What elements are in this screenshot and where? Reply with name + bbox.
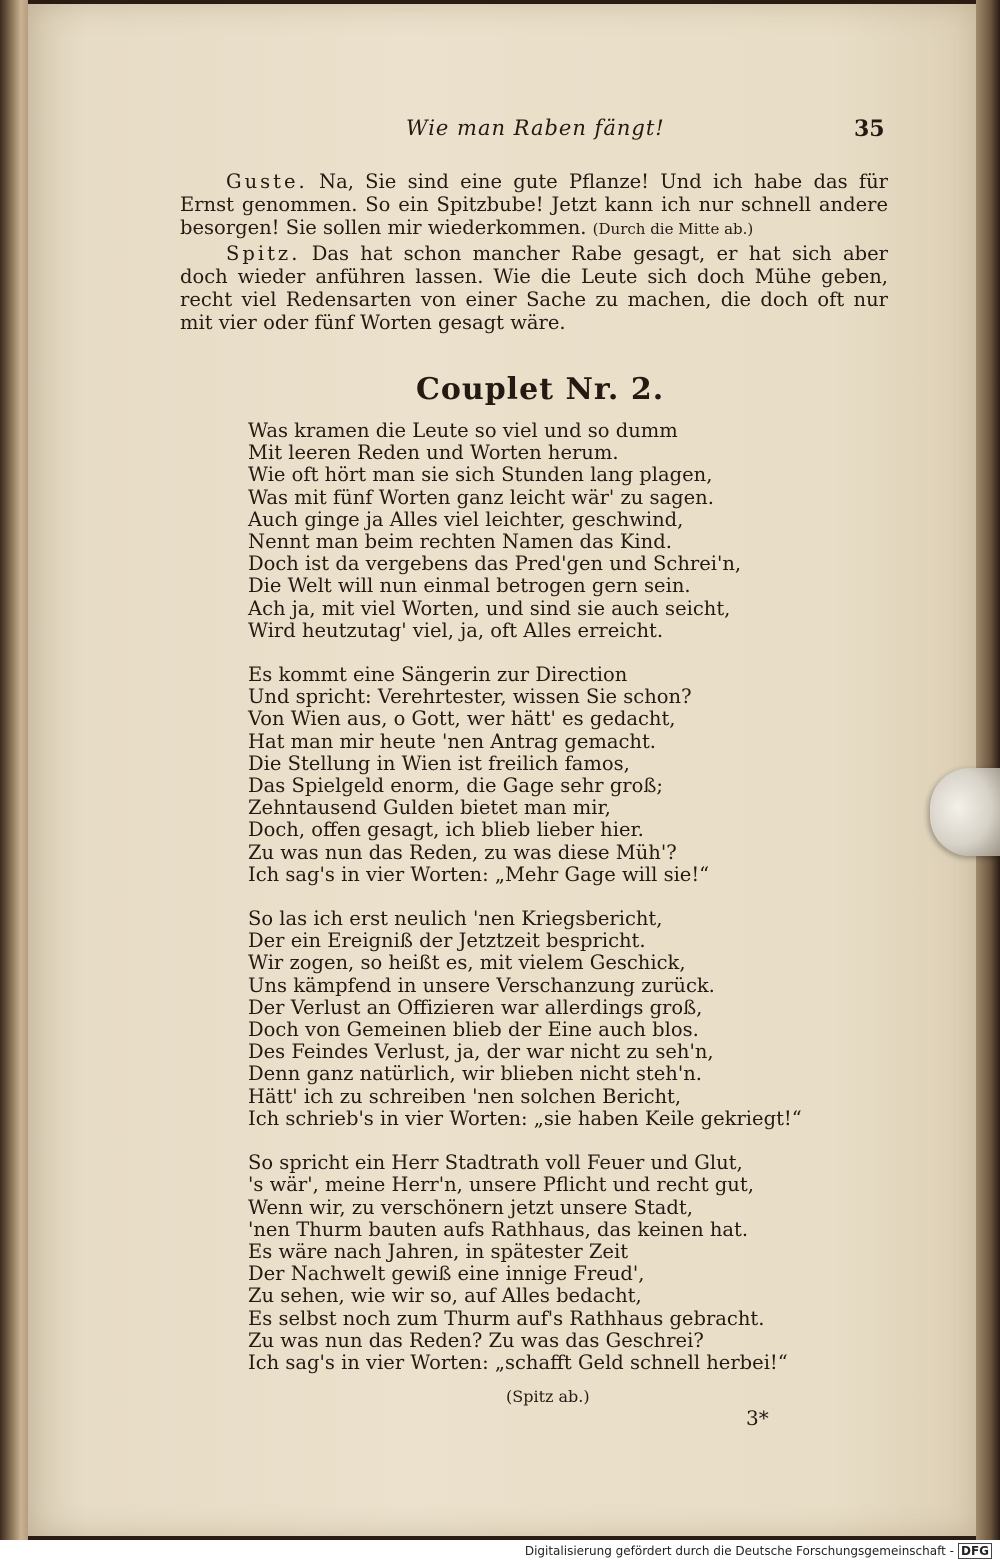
- verse-line: Denn ganz natürlich, wir blieben nicht steh'n.: [248, 1062, 702, 1086]
- verse-line: Hat man mir heute 'nen Antrag gemacht.: [248, 729, 656, 753]
- verse-line: Wie oft hört man sie sich Stunden lang plagen,: [248, 463, 713, 487]
- exit-direction: (Spitz ab.): [506, 1387, 590, 1406]
- verse-line: Der Nachwelt gewiß eine innige Freud',: [248, 1262, 645, 1286]
- page-tab-clip: [930, 768, 1000, 856]
- book-spine: [0, 0, 28, 1540]
- verse-line: Mit leeren Reden und Worten herum.: [248, 441, 619, 465]
- verse-line: Das Spielgeld enorm, die Gage sehr groß;: [248, 774, 663, 798]
- verse-line: Ach ja, mit viel Worten, und sind sie auch seicht,: [248, 596, 731, 620]
- paragraph-spitz: [180, 242, 888, 335]
- stanza: [248, 664, 848, 886]
- verse-line: Hätt' ich zu schreiben 'nen solchen Bericht,: [248, 1084, 682, 1108]
- verse-line: So spricht ein Herr Stadtrath voll Feuer und Glut,: [248, 1151, 743, 1175]
- verse-line: Es kommt eine Sängerin zur Direction: [248, 663, 628, 687]
- verse-line: 's wär', meine Herr'n, unsere Pflicht und recht gut,: [248, 1173, 754, 1197]
- footer-credit: Digitalisierung gefördert durch die Deutsche Forschungsgemeinschaft -: [524, 1544, 954, 1558]
- stanza: [248, 1152, 848, 1374]
- couplet-title: Couplet Nr. 2.: [416, 372, 665, 407]
- verse-line: Die Welt will nun einmal betrogen gern sein.: [248, 574, 691, 598]
- verse-line: Wenn wir, zu verschönern jetzt unsere Stadt,: [248, 1195, 693, 1219]
- verse-line: Zu sehen, wie wir so, auf Alles bedacht,: [248, 1284, 642, 1308]
- verse-line: Wird heutzutag' viel, ja, oft Alles erreicht.: [248, 618, 664, 642]
- verse-line: Ich sag's in vier Worten: „Mehr Gage will sie!“: [248, 862, 710, 886]
- signature-mark: 3*: [746, 1406, 769, 1430]
- verse-line: Doch von Gemeinen blieb der Eine auch blos.: [248, 1018, 699, 1042]
- book-page: [28, 4, 979, 1536]
- verse-block: [248, 420, 848, 1396]
- dfg-logo: DFG: [958, 1543, 992, 1559]
- paragraph-text: Na, Sie sind eine gute Pflanze! Und ich habe das für Ernst genommen. So ein Spitzbube! Jetzt kann ich nur schnell andere besorgen! Sie sollen mir wiederkommen.: [180, 170, 888, 240]
- verse-line: Doch, offen gesagt, ich blieb lieber hier.: [248, 818, 644, 842]
- verse-line: Der Verlust an Offizieren war allerdings groß,: [248, 995, 703, 1019]
- stanza: [248, 908, 848, 1130]
- verse-line: Was mit fünf Worten ganz leicht wär' zu sagen.: [248, 485, 714, 509]
- verse-line: Der ein Ereigniß der Jetztzeit bespricht.: [248, 929, 646, 953]
- verse-line: Nennt man beim rechten Namen das Kind.: [248, 530, 672, 554]
- verse-line: Es selbst noch zum Thurm auf's Rathhaus gebracht.: [248, 1306, 765, 1330]
- verse-line: Es wäre nach Jahren, in spätester Zeit: [248, 1239, 629, 1263]
- verse-line: Des Feindes Verlust, ja, der war nicht zu seh'n,: [248, 1040, 714, 1064]
- paragraph-text: Das hat schon mancher Rabe gesagt, er hat sich aber doch wieder anführen lassen. Wie die Leute sich doch Mühe geben, recht viel Redensarten von einer Sache zu machen, die doch oft nur mit vier oder fünf Worten gesagt wäre.: [180, 241, 889, 335]
- speaker-name: Spitz.: [226, 241, 301, 265]
- prose-block: [180, 170, 888, 334]
- verse-line: Auch ginge ja Alles viel leichter, geschwind,: [248, 507, 684, 531]
- verse-line: Ich sag's in vier Worten: „schafft Geld schnell herbei!“: [248, 1350, 788, 1374]
- verse-line: Wir zogen, so heißt es, mit vielem Geschick,: [248, 951, 686, 975]
- page-number: 35: [854, 116, 885, 142]
- verse-line: Doch ist da vergebens das Pred'gen und Schrei'n,: [248, 552, 742, 576]
- verse-line: Was kramen die Leute so viel und so dumm: [248, 419, 678, 442]
- verse-line: 'nen Thurm bauten aufs Rathhaus, das keinen hat.: [248, 1217, 749, 1241]
- verse-line: Zu was nun das Reden, zu was diese Müh'?: [248, 840, 677, 864]
- verse-line: Und spricht: Verehrtester, wissen Sie schon?: [248, 685, 692, 709]
- running-title: Wie man Raben fängt!: [406, 116, 665, 140]
- speaker-name: Guste.: [226, 170, 308, 193]
- verse-line: Zehntausend Gulden bietet man mir,: [248, 796, 611, 820]
- verse-line: Ich schrieb's in vier Worten: „sie haben Keile gekriegt!“: [248, 1106, 802, 1130]
- verse-line: So las ich erst neulich 'nen Kriegsbericht,: [248, 907, 663, 931]
- digitization-footer: [0, 1540, 1000, 1563]
- verse-line: Zu was nun das Reden? Zu was das Geschrei?: [248, 1328, 704, 1352]
- paragraph-guste: [180, 170, 888, 242]
- verse-line: Von Wien aus, o Gott, wer hätt' es gedacht,: [248, 707, 676, 731]
- verse-line: Uns kämpfend in unsere Verschanzung zurück.: [248, 973, 715, 997]
- stanza: [248, 420, 848, 642]
- verse-line: Die Stellung in Wien ist freilich famos,: [248, 751, 630, 775]
- stage-direction: (Durch die Mitte ab.): [592, 220, 754, 239]
